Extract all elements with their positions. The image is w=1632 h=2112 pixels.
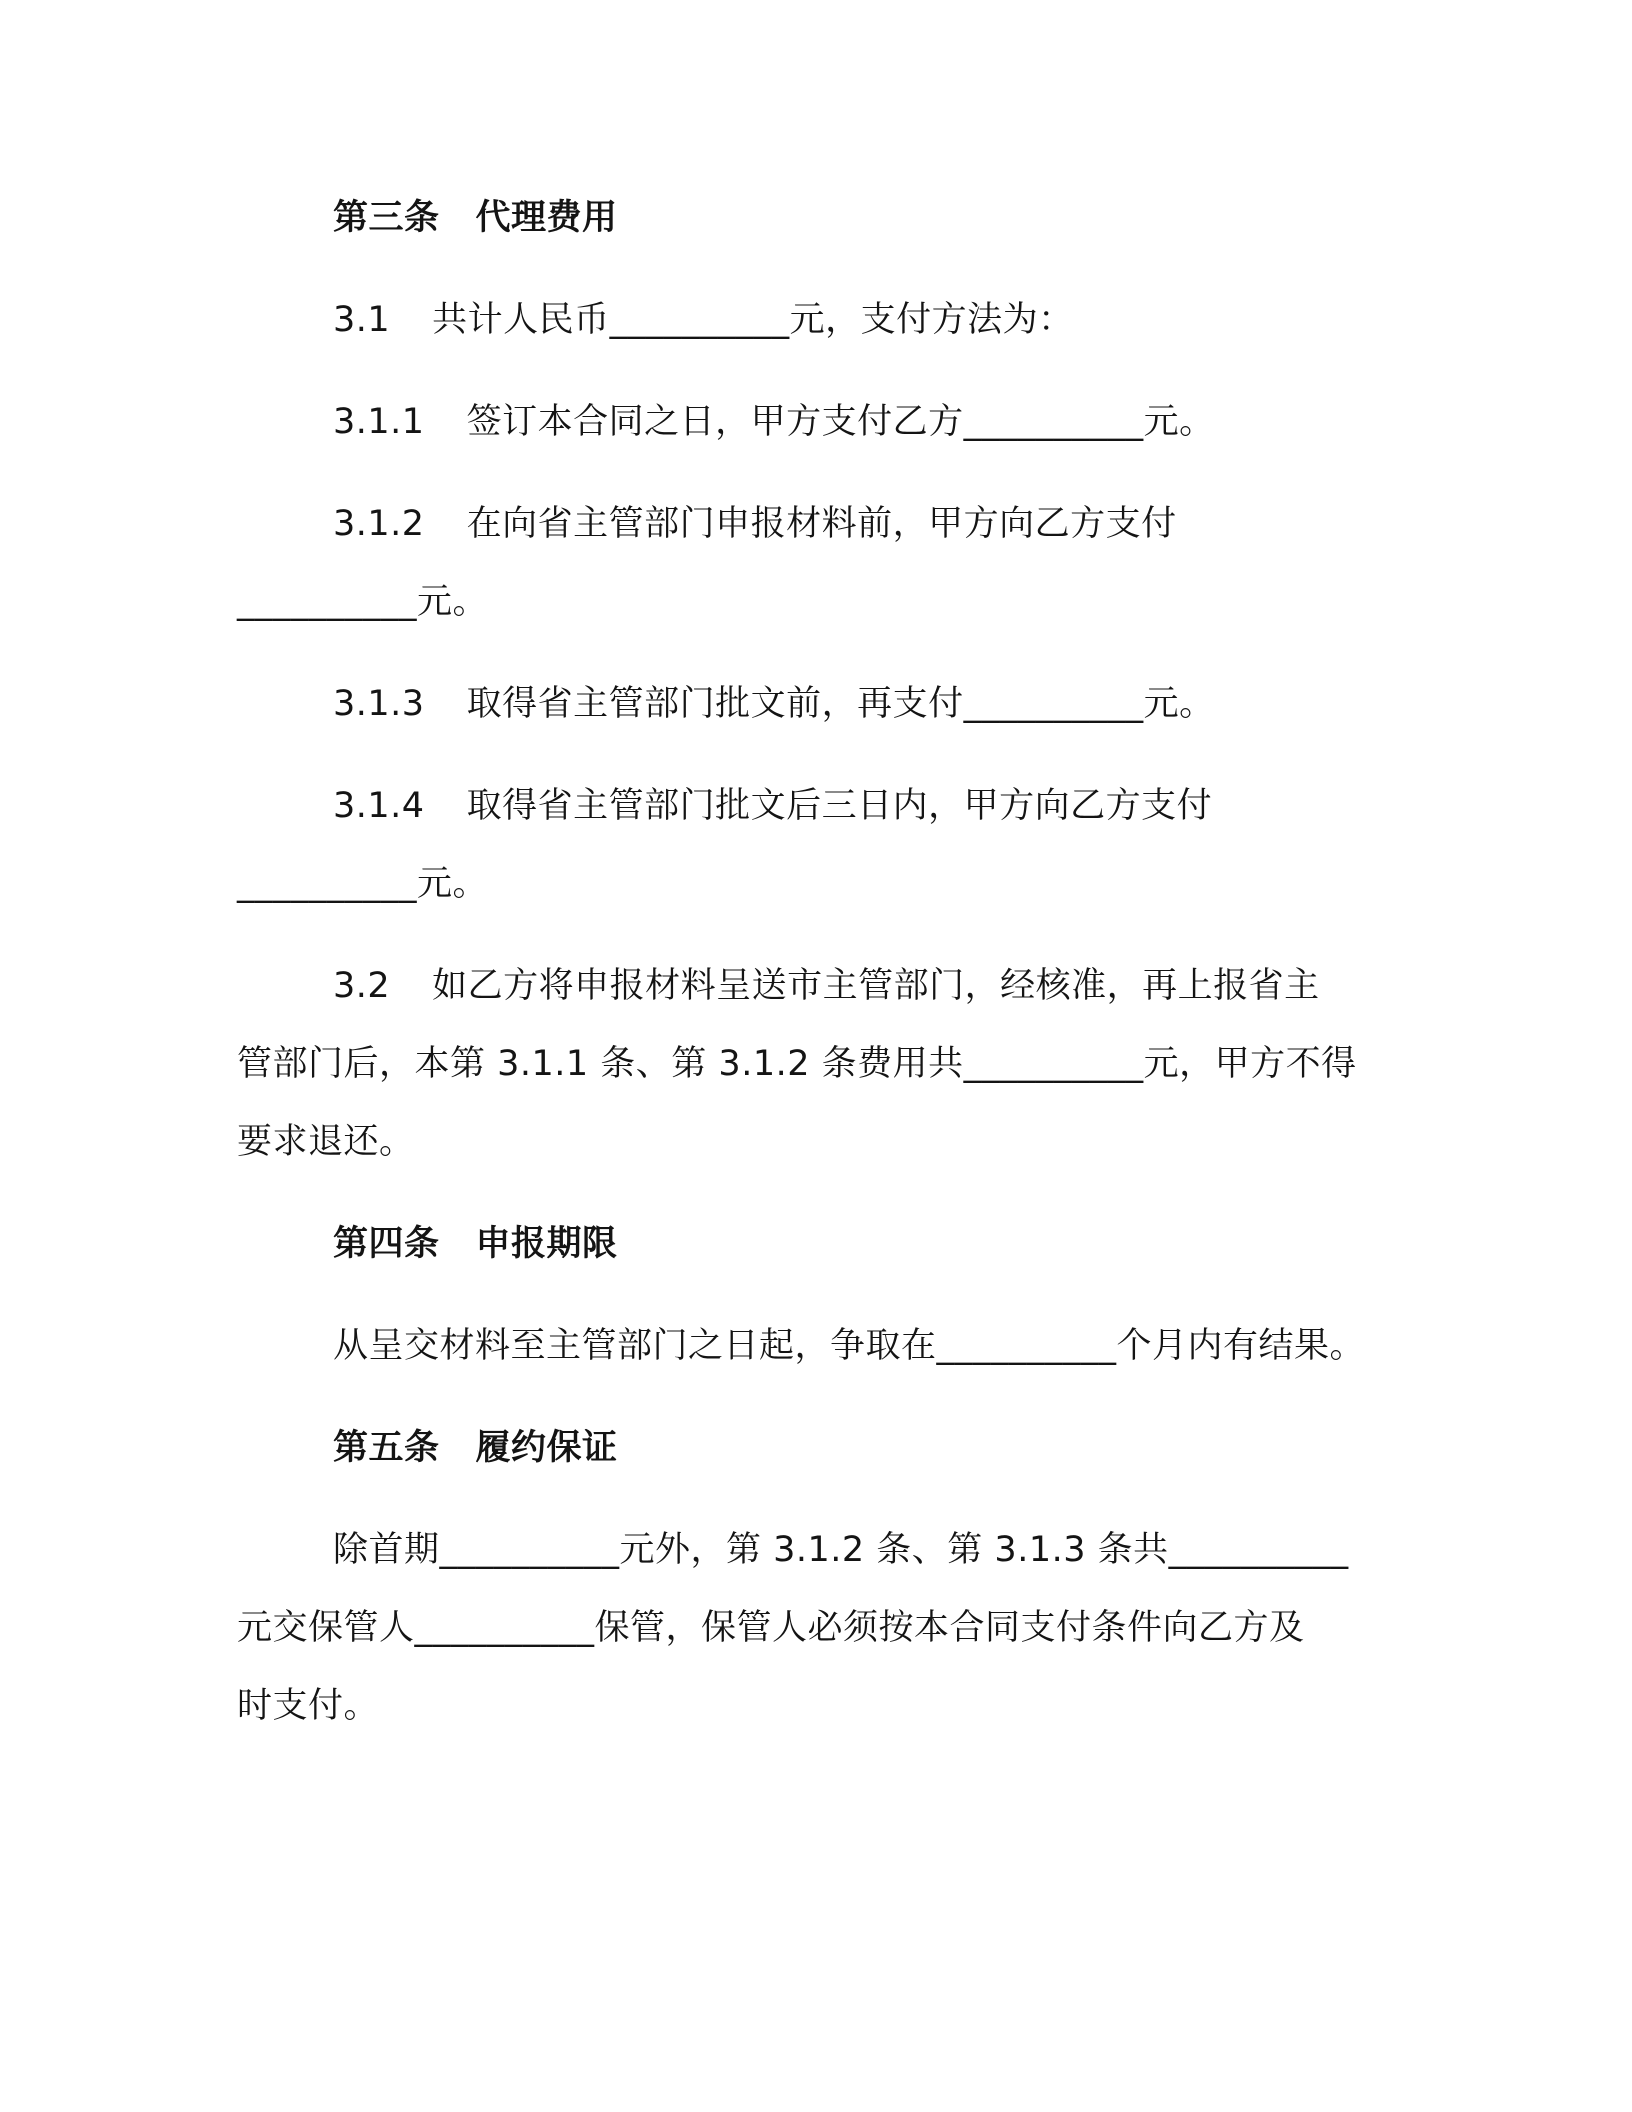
clause-text-cont: 管部门后，本第 3.1.1 条、第 3.1.2 条费用共__________元，甲方不得 (237, 1044, 1357, 1084)
clause-text: 在向省主管部门申报材料前，甲方向乙方支付 (466, 504, 1177, 544)
section-text-cont: 时支付。 (237, 1686, 380, 1726)
clause-number: 3.1.3 (333, 684, 425, 724)
clause-3-1-2-continuation (237, 578, 488, 626)
section-5-text (333, 1526, 1349, 1574)
section-number: 第四条 (333, 1224, 440, 1264)
clause-text-cont: __________元。 (237, 582, 489, 622)
clause-3-1-2 (333, 500, 1177, 548)
clause-3-2-continuation-2 (237, 1118, 415, 1166)
section-3-heading (333, 194, 618, 242)
section-title: 履约保证 (475, 1428, 618, 1468)
section-text: 除首期__________元外，第 3.1.2 条、第 3.1.3 条共__________ (333, 1530, 1349, 1570)
clause-text: 取得省主管部门批文后三日内，甲方向乙方支付 (466, 786, 1213, 826)
clause-text: 共计人民币__________元，支付方法为： (432, 300, 1074, 340)
clause-3-2-continuation-1 (237, 1040, 1357, 1088)
clause-text: 如乙方将申报材料呈送市主管部门，经核准，再上报省主 (432, 966, 1320, 1006)
clause-number: 3.1.4 (333, 786, 425, 826)
section-text-cont: 元交保管人__________保管，保管人必须按本合同支付条件向乙方及 (237, 1608, 1305, 1648)
section-5-continuation-1 (237, 1604, 1305, 1652)
section-title: 代理费用 (475, 198, 618, 238)
clause-text-cont: __________元。 (237, 864, 489, 904)
clause-text: 签订本合同之日，甲方支付乙方__________元。 (466, 402, 1215, 442)
clause-3-1-4 (333, 782, 1212, 830)
clause-number: 3.1 (333, 300, 391, 340)
clause-3-1 (333, 296, 1074, 344)
clause-number: 3.2 (333, 966, 391, 1006)
clause-text: 取得省主管部门批文前，再支付__________元。 (466, 684, 1215, 724)
clause-3-1-4-continuation (237, 860, 488, 908)
clause-number: 3.1.2 (333, 504, 425, 544)
clause-3-1-1 (333, 398, 1215, 446)
section-number: 第五条 (333, 1428, 440, 1468)
section-4-heading (333, 1220, 618, 1268)
section-title: 申报期限 (475, 1224, 618, 1264)
clause-text-cont: 要求退还。 (237, 1122, 415, 1162)
section-5-heading (333, 1424, 618, 1472)
clause-3-1-3 (333, 680, 1215, 728)
section-5-continuation-2 (237, 1682, 379, 1730)
section-4-text (333, 1322, 1365, 1370)
clause-number: 3.1.1 (333, 402, 425, 442)
section-number: 第三条 (333, 198, 440, 238)
clause-3-2 (333, 962, 1320, 1010)
section-text: 从呈交材料至主管部门之日起，争取在__________个月内有结果。 (333, 1326, 1366, 1366)
